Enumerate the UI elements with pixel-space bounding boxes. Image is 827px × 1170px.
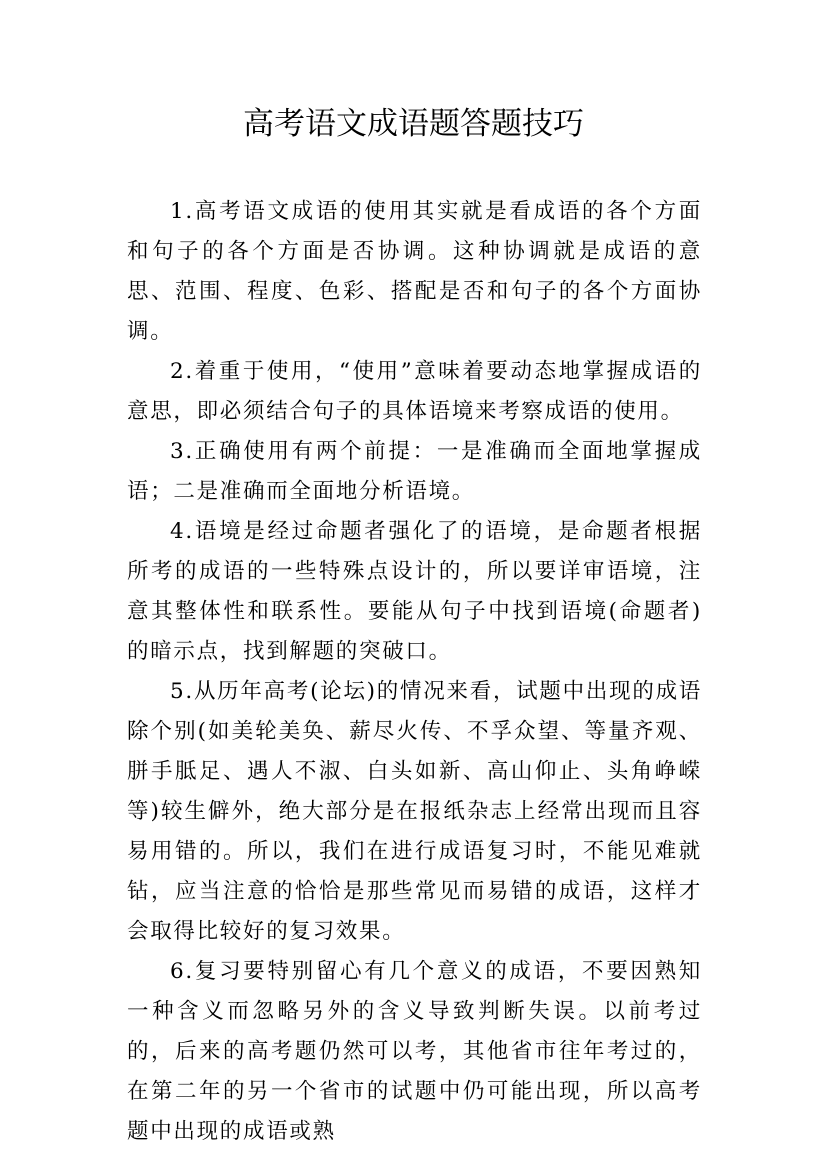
document-title: 高考语文成语题答题技巧	[243, 106, 584, 142]
paragraph-3: 3.正确使用有两个前提：一是准确而全面地掌握成语；二是准确而全面地分析语境。	[127, 439, 702, 504]
paragraph-6: 6.复习要特别留心有几个意义的成语，不要因熟知一种含义而忽略另外的含义导致判断失误。以前考过的，后来的高考题仍然可以考，其他省市往年考过的，在第二年的另一个省市的试题中仍可能出现，所以高考题中出现的成语或熟	[127, 959, 702, 1144]
document-body	[127, 192, 702, 1152]
paragraph-5: 5.从历年高考(论坛)的情况来看，试题中出现的成语除个别(如美轮美奂、薪尽火传、不孚众望、等量齐观、胼手胝足、遇人不淑、白头如新、高山仰止、头角峥嵘等)较生僻外，绝大部分是在报纸杂志上经常出现而且容易用错的。所以，我们在进行成语复习时，不能见难就钻，应当注意的恰恰是那些常见而易错的成语，这样才会取得比较好的复习效果。	[127, 679, 702, 944]
paragraph-4: 4.语境是经过命题者强化了的语境，是命题者根据所考的成语的一些特殊点设计的，所以要详审语境，注意其整体性和联系性。要能从句子中找到语境(命题者)的暗示点，找到解题的突破口。	[127, 519, 702, 664]
paragraph-1: 1.高考语文成语的使用其实就是看成语的各个方面和句子的各个方面是否协调。这种协调就是成语的意思、范围、程度、色彩、搭配是否和句子的各个方面协调。	[127, 199, 702, 344]
paragraph-2: 2.着重于使用，“使用”意味着要动态地掌握成语的意思，即必须结合句子的具体语境来考察成语的使用。	[127, 359, 702, 424]
